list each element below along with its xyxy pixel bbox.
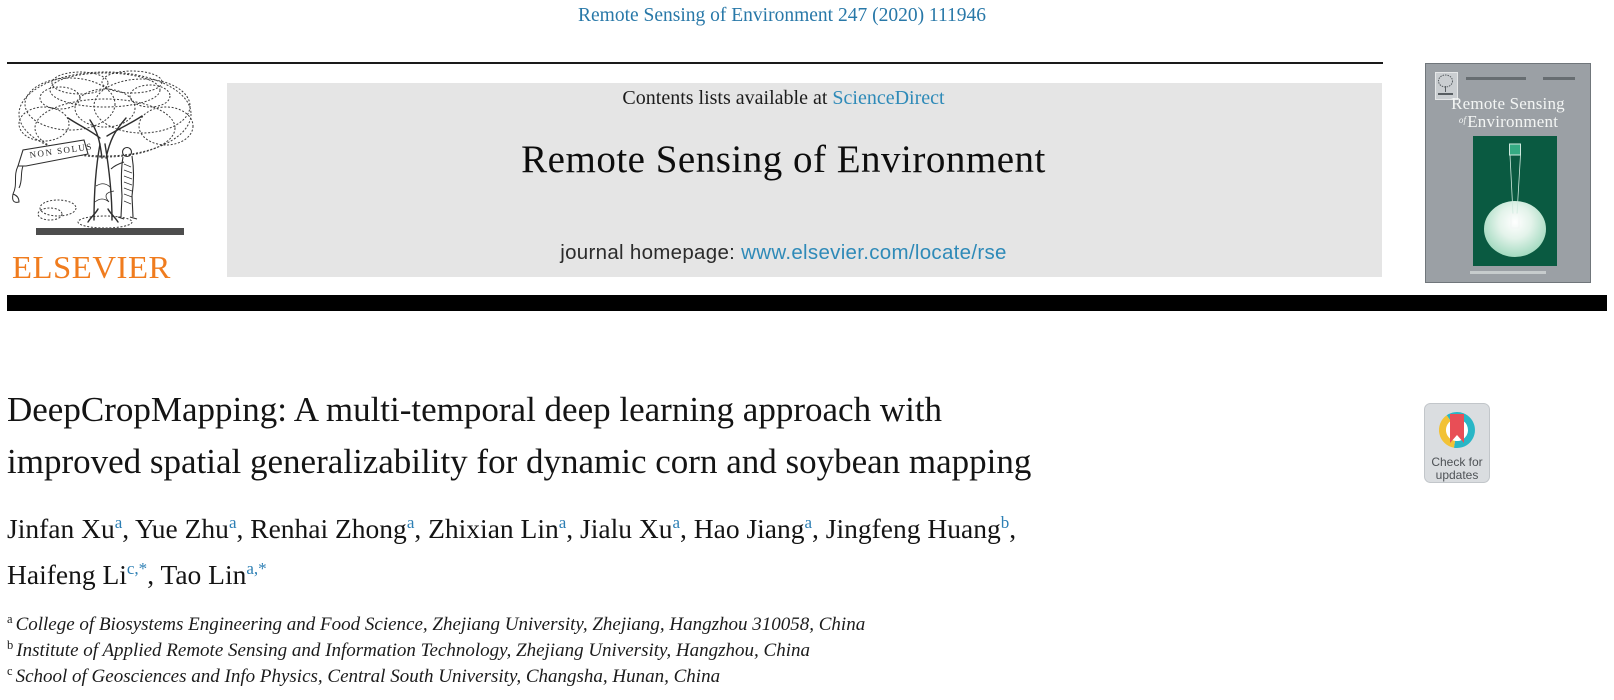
masthead-top-rule	[7, 62, 1383, 64]
cover-title-environment: Environment	[1467, 112, 1559, 131]
author-affiliation-superscript: a	[804, 512, 813, 532]
homepage-line	[227, 241, 1340, 265]
author-name: Hao Jiang$^a$,	[693, 512, 826, 544]
journal-title: Remote Sensing of Environment	[521, 138, 1046, 181]
badge-text-line1: Check for	[1431, 455, 1483, 469]
article-title-line2: improved spatial generalizability for dynamic corn and soybean mapping	[7, 442, 1032, 481]
elsevier-logo	[10, 68, 215, 286]
author-name: Jialu Xu$^a$,	[580, 512, 694, 544]
author-affiliation-superscript: b	[1000, 512, 1010, 532]
elsevier-wordmark: ELSEVIER	[12, 250, 171, 285]
cover-title-line2	[1426, 113, 1590, 133]
author-affiliation-superscript: c,*	[126, 558, 148, 578]
journal-banner	[227, 83, 1382, 277]
author-name: Tao Lin$^{a,*}$	[160, 558, 267, 590]
cover-funnel-graphic	[1473, 136, 1557, 266]
author-name: Zhixian Lin$^a$,	[428, 512, 581, 544]
author-name: Jingfeng Huang$^b$,	[825, 512, 1017, 544]
cover-volume-text	[1466, 77, 1526, 80]
author-affiliation-superscript: a	[558, 512, 567, 532]
homepage-prefix: journal homepage:	[560, 241, 742, 264]
non-solus-motto: NON SOLUS	[28, 141, 94, 160]
section-divider-bar	[7, 295, 1607, 311]
affiliation-line: $^c$ School of Geosciences and Info Physics, Central South University, Changsha, Hunan, China	[7, 663, 721, 687]
affiliation-superscript: b	[7, 637, 14, 652]
author-name: Renhai Zhong$^a$,	[250, 512, 429, 544]
article-title-line1: DeepCropMapping: A multi-temporal deep learning approach with	[7, 390, 943, 429]
check-updates-icon	[1424, 403, 1490, 483]
affiliation-superscript: c	[7, 663, 13, 678]
check-for-updates-badge[interactable]	[1424, 403, 1490, 483]
author-affiliation-superscript: a	[228, 512, 237, 532]
cover-title-line1: Remote Sensing	[1451, 94, 1565, 113]
logo-ground-bar	[36, 228, 184, 235]
cover-title-of: of	[1458, 115, 1467, 125]
contents-line	[227, 87, 1340, 110]
sciencedirect-link[interactable]: ScienceDirect	[832, 87, 945, 109]
cover-url-text	[1470, 271, 1546, 274]
author-affiliation-superscript: a	[672, 512, 680, 532]
affiliation-line: $^b$ Institute of Applied Remote Sensing and Information Technology, Zhejiang University, Hangzhou, China	[7, 637, 810, 661]
journal-cover-thumbnail	[1425, 63, 1591, 283]
badge-text-line2: updates	[1435, 468, 1479, 482]
homepage-url-link[interactable]: www.elsevier.com/locate/rse	[741, 241, 1007, 264]
author-affiliation-superscript: a,*	[246, 558, 267, 578]
affiliation-superscript: a	[7, 611, 13, 626]
author-name: Yue Zhu$^a$,	[134, 512, 251, 544]
affiliation-line: $^a$ College of Biosystems Engineering and Food Science, Zhejiang University, Zhejiang, Hangzhou 310058, China	[7, 611, 866, 635]
author-line-2	[7, 552, 1367, 598]
author-affiliation-superscript: a	[114, 512, 123, 532]
contents-prefix: Contents lists available at	[622, 87, 833, 109]
elsevier-tree-icon	[10, 68, 202, 248]
affiliation-list	[7, 612, 865, 690]
author-name: Jinfan Xu$^a$,	[7, 512, 135, 544]
journal-citation: Remote Sensing of Environment 247 (2020) 111946	[577, 5, 986, 26]
author-list	[7, 506, 1367, 598]
author-affiliation-superscript: a	[406, 512, 415, 532]
author-line-1	[7, 506, 1367, 552]
article-title	[7, 384, 1277, 488]
author-name: Haifeng $Li^{c,*}$,	[7, 558, 161, 590]
cover-issn-text	[1543, 77, 1575, 80]
cover-journal-title	[1426, 95, 1590, 133]
cover-green-panel	[1473, 136, 1557, 266]
